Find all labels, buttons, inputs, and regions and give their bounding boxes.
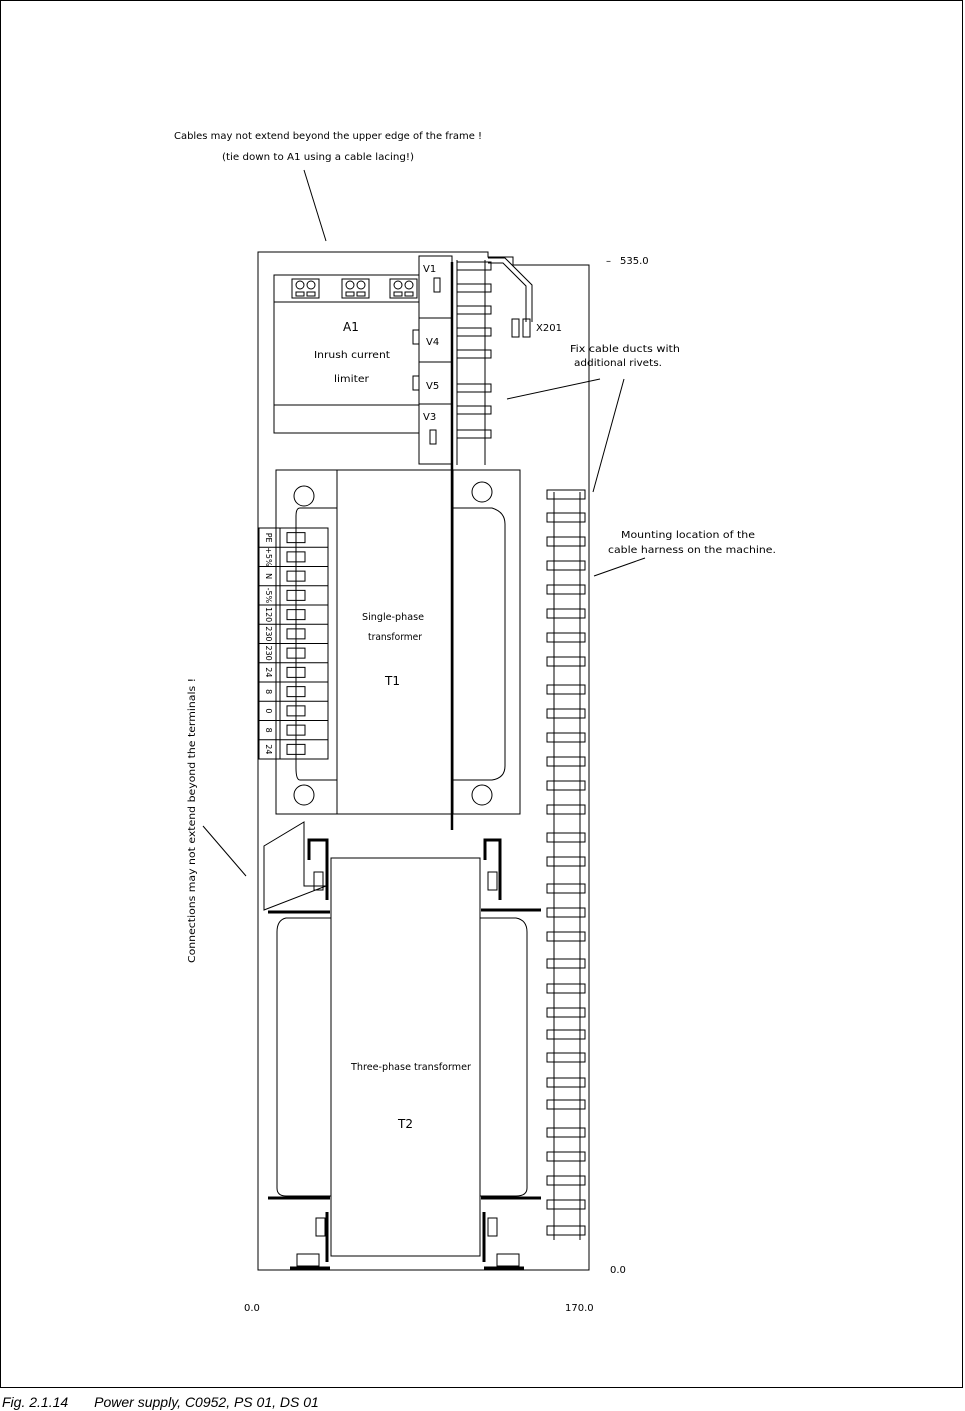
- terminal-label: 230: [264, 645, 273, 661]
- figure-title: Power supply, C0952, PS 01, DS 01: [94, 1394, 319, 1410]
- a1-description-1: Inrush current: [314, 350, 391, 361]
- t2-label: T2: [398, 1117, 413, 1131]
- a1-terminal-left: [292, 279, 319, 298]
- note-fix-ducts-1: Fix cable ducts with: [570, 344, 680, 355]
- leader-connections: [203, 826, 246, 876]
- terminal-label: PE: [264, 532, 273, 543]
- v1-label: V1: [423, 264, 437, 275]
- dimension-bottom-width: 170.0: [565, 1303, 594, 1314]
- a1-terminal-middle: [342, 279, 369, 298]
- v5-label: V5: [426, 381, 440, 392]
- figure-number: Fig. 2.1.14: [2, 1394, 69, 1410]
- t1-description-1: Single-phase: [362, 612, 424, 623]
- semiconductor-stack: [413, 256, 452, 464]
- terminal-label: 24: [264, 667, 273, 678]
- leader-fix-ducts-right: [593, 379, 624, 492]
- terminal-label: +5%: [264, 547, 273, 567]
- leader-mounting: [594, 558, 645, 576]
- a1-terminal-right: [390, 279, 417, 298]
- t1-transformer: [276, 470, 520, 814]
- terminal-label: 0: [264, 708, 273, 714]
- dimension-top-dash: –: [606, 256, 611, 267]
- terminal-label: 230: [264, 626, 273, 642]
- terminal-strip: [259, 528, 328, 759]
- t2-transformer: [264, 822, 541, 1268]
- dimension-bottom-right: 0.0: [610, 1265, 626, 1276]
- terminal-label: 8: [264, 689, 273, 695]
- a1-module: [274, 275, 419, 433]
- terminal-label: -5%: [264, 587, 273, 604]
- note-cables-edge: Cables may not extend beyond the upper edge of the frame !: [174, 131, 482, 142]
- terminal-label: N: [264, 573, 273, 580]
- figure-caption: [2, 1394, 319, 1410]
- note-mounting-2: cable harness on the machine.: [608, 545, 776, 556]
- note-fix-ducts-2: additional rivets.: [574, 358, 662, 369]
- a1-label: A1: [343, 320, 359, 334]
- t1-description-2: transformer: [368, 632, 423, 643]
- note-connections: Connections may not extend beyond the terminals !: [187, 714, 198, 963]
- terminal-label: 8: [264, 727, 273, 733]
- t2-description: Three-phase transformer: [350, 1062, 472, 1073]
- v3-label: V3: [423, 412, 437, 423]
- terminal-label: 120: [264, 606, 273, 623]
- dimension-top: 535.0: [620, 256, 649, 267]
- terminal-label: 24: [264, 744, 273, 755]
- upper-cable-duct: [457, 260, 491, 465]
- note-tie-down: (tie down to A1 using a cable lacing!): [222, 152, 414, 163]
- a1-description-2: limiter: [334, 374, 370, 385]
- dimension-bottom-left: 0.0: [244, 1303, 260, 1314]
- x201-label: X201: [536, 323, 562, 334]
- x201-connector: [488, 258, 562, 337]
- t1-label: T1: [385, 674, 400, 688]
- v4-label: V4: [426, 337, 440, 348]
- lower-cable-duct: [547, 490, 585, 1240]
- leader-cables-edge: [304, 170, 326, 241]
- note-mounting-1: Mounting location of the: [621, 530, 756, 541]
- leader-fix-ducts-left: [507, 379, 600, 399]
